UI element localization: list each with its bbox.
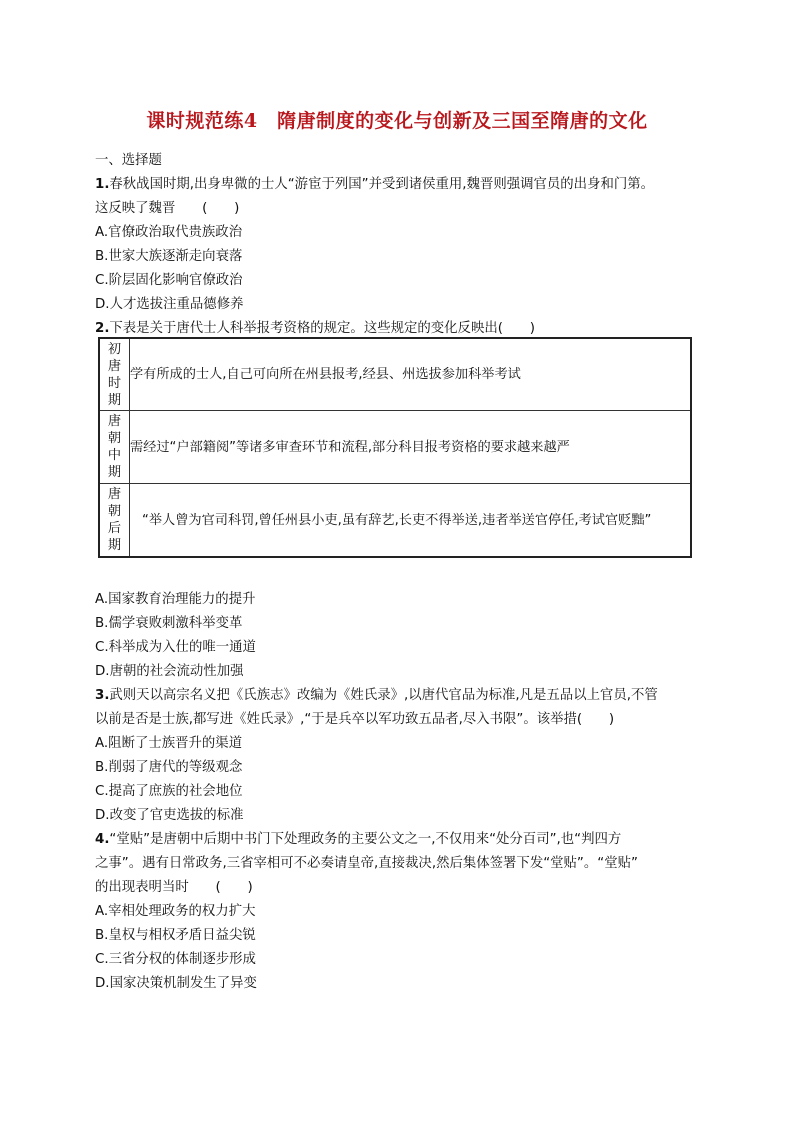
question-4-option-b[interactable]: B.皇权与相权矛盾日益尖锐	[95, 928, 256, 943]
page-title: 课时规范练4 隋唐制度的变化与创新及三国至隋唐的文化	[146, 110, 648, 132]
question-1-stem-line-1: 1.春秋战国时期,出身卑微的士人“游宦于列国”并受到诸侯重用,魏晋则强调官员的出身和门第。	[95, 177, 655, 192]
table-row	[99, 411, 691, 484]
question-1-option-a[interactable]: A.官僚政治取代贵族政治	[95, 225, 243, 240]
question-1-option-d[interactable]: D.人才选拔注重品德修养	[95, 297, 244, 312]
question-2-option-c[interactable]: C.科举成为入仕的唯一通道	[95, 640, 256, 655]
rule-cell-late-tang: “举人曾为官司科罚,曾任州县小吏,虽有辞艺,长吏不得举送,违者举送官停任,考试官贬黜”	[130, 484, 692, 558]
exam-eligibility-table	[98, 337, 692, 558]
question-1-option-c[interactable]: C.阶层固化影响官僚政治	[95, 273, 243, 288]
table-row	[99, 338, 691, 411]
rule-cell-mid-tang: 需经过“户部籍阅”等诸多审查环节和流程,部分科目报考资格的要求越来越严	[130, 411, 692, 484]
period-cell-mid-tang: 唐 朝 中 期	[99, 411, 130, 484]
question-1-number: 1.	[95, 177, 110, 192]
question-4-number: 4.	[95, 832, 110, 847]
question-2-stem: 2.下表是关于唐代士人科举报考资格的规定。这些规定的变化反映出( )	[95, 321, 535, 336]
question-2-option-b[interactable]: B.儒学衰败刺激科举变革	[95, 616, 243, 631]
question-3-stem-line-1: 3.武则天以高宗名义把《氏族志》改编为《姓氏录》,以唐代官品为标准,凡是五品以上官员,不管	[95, 688, 658, 703]
question-1-option-b[interactable]: B.世家大族逐渐走向衰落	[95, 249, 243, 264]
question-4-stem-line-2: 之事”。遇有日常政务,三省宰相可不必奏请皇帝,直接裁决,然后集体签署下发“堂贴”。“堂贴”	[95, 856, 638, 871]
question-2-number: 2.	[95, 321, 110, 336]
period-cell-early-tang: 初 唐 时 期	[99, 338, 130, 411]
question-4-option-d[interactable]: D.国家决策机制发生了异变	[95, 976, 257, 991]
question-4-stem-line-3: 的出现表明当时 ( )	[95, 880, 253, 895]
question-3-number: 3.	[95, 688, 110, 703]
question-3-option-c[interactable]: C.提高了庶族的社会地位	[95, 784, 243, 799]
question-2-option-a[interactable]: A.国家教育治理能力的提升	[95, 592, 256, 607]
period-cell-late-tang: 唐 朝 后 期	[99, 484, 130, 558]
question-4-option-c[interactable]: C.三省分权的体制逐步形成	[95, 952, 256, 967]
question-4-stem-line-1: 4.“堂贴”是唐朝中后期中书门下处理政务的主要公文之一,不仅用来“处分百司”,也“判四方	[95, 832, 622, 847]
section-heading: 一、选择题	[95, 153, 162, 168]
question-3-option-b[interactable]: B.削弱了唐代的等级观念	[95, 760, 243, 775]
rule-cell-early-tang: 学有所成的士人,自己可向所在州县报考,经县、州选拔参加科举考试	[130, 338, 692, 411]
question-3-option-d[interactable]: D.改变了官吏选拔的标准	[95, 808, 244, 823]
question-3-stem-line-2: 以前是否是士族,都写进《姓氏录》,“于是兵卒以军功致五品者,尽入书限”。该举措( )	[95, 712, 615, 727]
question-1-stem-line-2: 这反映了魏晋 ( )	[95, 201, 240, 216]
question-3-option-a[interactable]: A.阻断了士族晋升的渠道	[95, 736, 243, 751]
question-2-option-d[interactable]: D.唐朝的社会流动性加强	[95, 664, 244, 679]
table-row	[99, 484, 691, 558]
question-4-option-a[interactable]: A.宰相处理政务的权力扩大	[95, 904, 256, 919]
